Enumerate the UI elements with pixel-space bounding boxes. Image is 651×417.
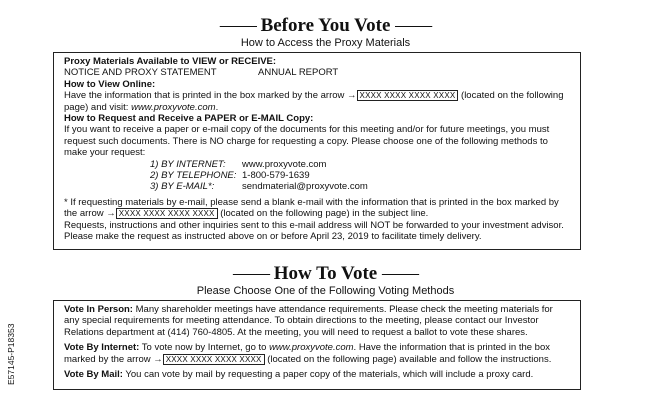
internet-text-2: . Have the information that is printed in the box marked by the arrow (64, 342, 550, 365)
before-you-vote-title (0, 15, 651, 37)
internet-text-1: To vote now by Internet, go to (141, 342, 267, 354)
materials-list (64, 67, 570, 78)
online-text (64, 90, 570, 113)
internet-text-3: (located on the following page) available and follow the instructions. (267, 353, 552, 365)
mail-text: You can vote by mail by requesting a paper copy of the materials, which will include a proxy card. (125, 369, 534, 381)
vote-by-internet (64, 342, 570, 365)
in-person-label: Vote In Person: (64, 304, 133, 315)
internet-url[interactable]: www.proxyvote.com (269, 342, 354, 354)
how-title-text: How To Vote (273, 263, 378, 284)
method-email (150, 181, 570, 192)
footnote-text-1: * If requesting materials by e-mail, please send a blank e-mail with the information that is printed in the box marked by the arrow (64, 196, 559, 220)
email-footnote (64, 197, 570, 220)
request-heading: How to Request and Receive a PAPER or E-MAIL Copy: (64, 113, 314, 125)
title-rule-left: —— (219, 15, 256, 36)
vote-in-person (64, 304, 570, 338)
how-to-vote-title (0, 263, 651, 285)
online-heading: How to View Online: (64, 78, 156, 90)
how-to-vote-subtitle: Please Choose One of the Following Voting Methods (196, 285, 455, 297)
control-number-box: XXXX XXXX XXXX XXXX (357, 90, 459, 101)
material-annual-report: ANNUAL REPORT (258, 67, 339, 79)
before-title-text: Before You Vote (260, 15, 391, 36)
method-label: 1) BY INTERNET: (150, 158, 226, 170)
method-value[interactable]: www.proxyvote.com (242, 158, 327, 170)
title-rule-left: —— (233, 263, 269, 284)
available-heading: Proxy Materials Available to VIEW or RECEIVE: (64, 56, 277, 67)
control-number-box: XXXX XXXX XXXX XXXX (163, 354, 265, 365)
voting-methods-box (53, 300, 581, 390)
material-notice: NOTICE AND PROXY STATEMENT (64, 67, 217, 79)
online-end: . (215, 101, 219, 113)
document-code: E57145-P18353 (6, 323, 16, 385)
method-internet (150, 159, 570, 170)
request-text: If you want to receive a paper or e-mail copy of the documents for this meeting and/or for future meetings, you must request such documents. There is NO charge for requesting a copy. Please choose one of the following methods to make your request: (64, 124, 550, 159)
proxy-materials-box (53, 52, 581, 250)
control-number-box: XXXX XXXX XXXX XXXX (116, 208, 218, 219)
online-text-2: (located on the following page) and visit: (64, 90, 564, 113)
arrow-icon: → (347, 90, 357, 102)
vote-by-mail (64, 369, 570, 380)
arrow-icon: → (153, 353, 163, 365)
title-rule-right: —— (395, 15, 432, 36)
method-label: 3) BY E-MAIL*: (150, 181, 215, 193)
footnote-text-2: (located on the following page) in the subject line. (220, 208, 429, 220)
method-telephone (150, 170, 570, 181)
in-person-text: Many shareholder meetings have attendance requirements. Please check the meeting materials for any special requirements for meeting attendance. To obtain directions to the meeting, please contact our Investor Relations department at (414) 760-4805. At the meeting, you will need to request a ballot to vote these shares. (64, 304, 553, 338)
internet-label: Vote By Internet: (64, 342, 140, 354)
method-value[interactable]: sendmaterial@proxyvote.com (242, 181, 368, 193)
request-methods (150, 159, 570, 193)
method-label: 2) BY TELEPHONE: (150, 170, 237, 182)
online-text-1: Have the information that is printed in the box marked by the arrow (64, 90, 345, 102)
method-value[interactable]: 1-800-579-1639 (242, 170, 310, 182)
before-you-vote-subtitle: How to Access the Proxy Materials (240, 37, 411, 49)
title-rule-right: —— (381, 263, 418, 284)
online-url[interactable]: www.proxyvote.com (131, 101, 216, 113)
arrow-icon: → (106, 208, 116, 220)
requests-text: Requests, instructions and other inquiries sent to this e-mail address will NOT be forwarded to your investment advisor. Please make the request as instructed above on or before April 23, 2019 to facilitate timely delivery. (64, 219, 564, 243)
mail-label: Vote By Mail: (64, 369, 123, 381)
